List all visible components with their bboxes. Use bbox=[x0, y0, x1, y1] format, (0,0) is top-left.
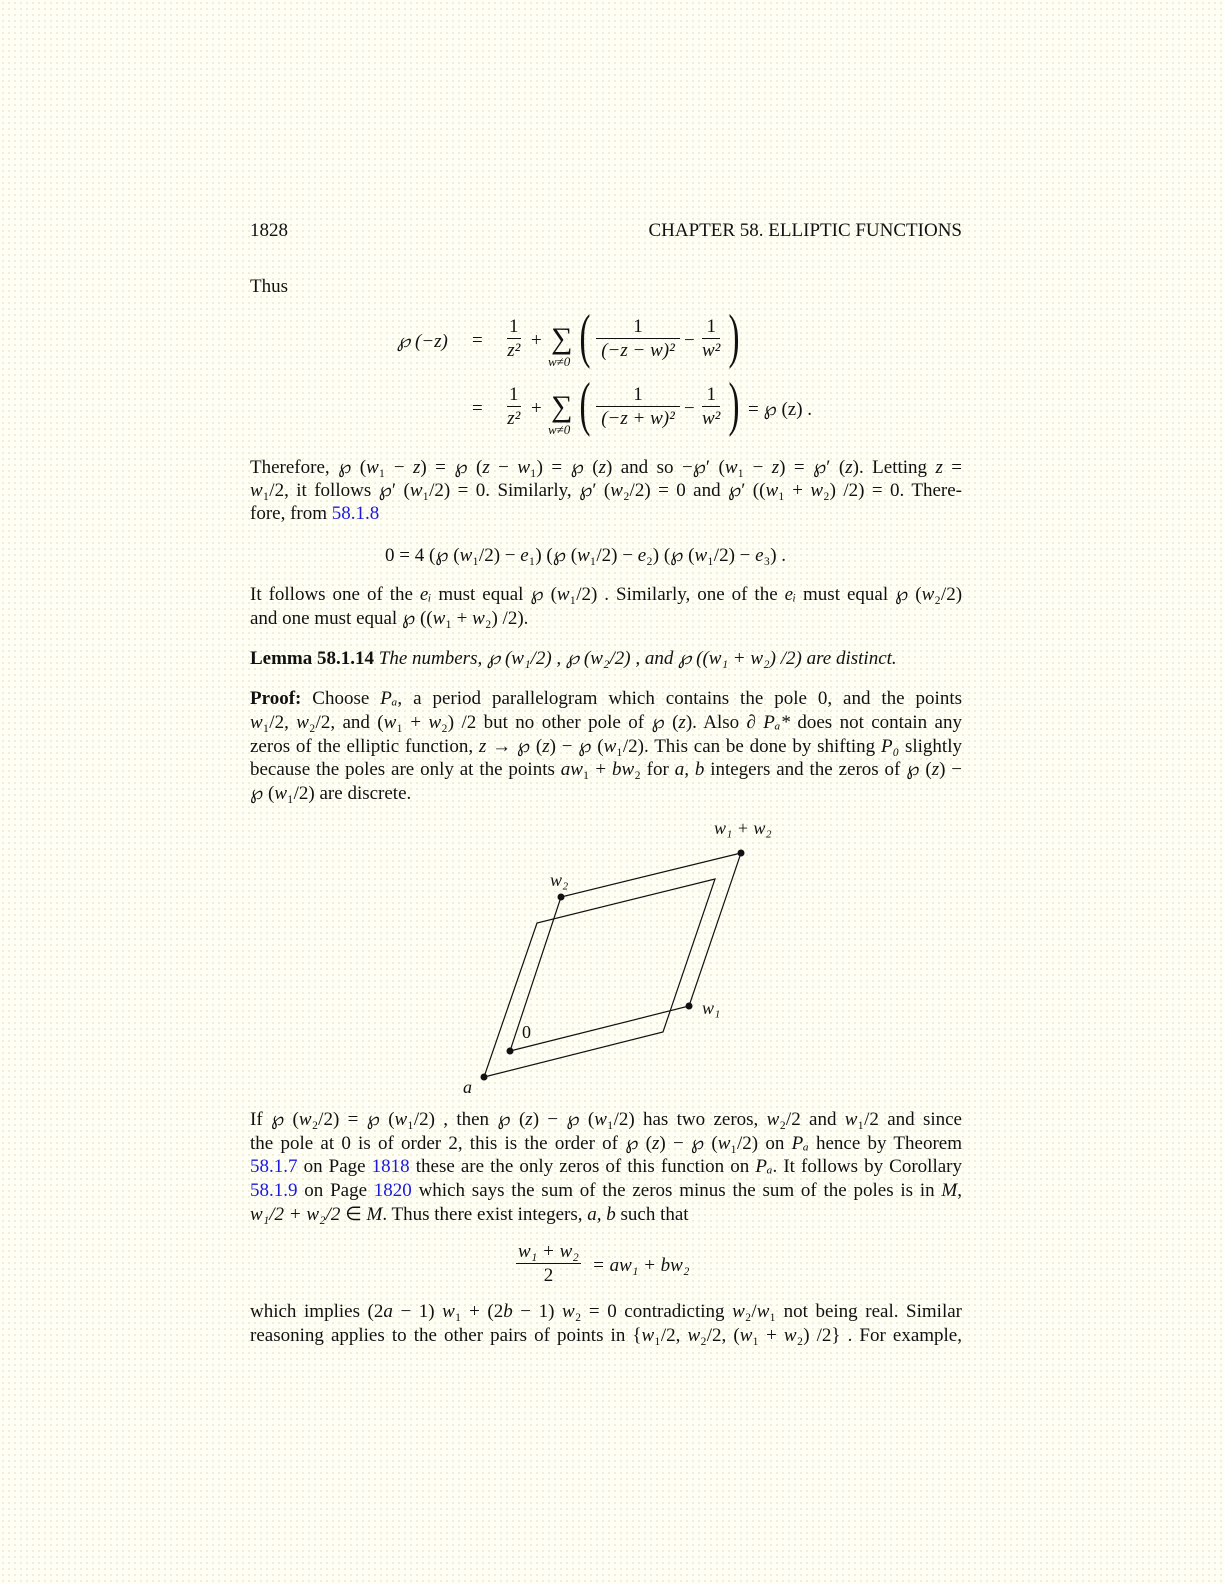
text-segment: w bbox=[810, 480, 824, 501]
label-w1-plus-w2: w₁ + w₂ bbox=[714, 818, 772, 838]
point-w1-plus-w2 bbox=[738, 850, 745, 857]
text-segment: w bbox=[717, 1133, 731, 1154]
text-segment: , a period parallelogram which contains the pole 0, and the points bbox=[397, 688, 963, 709]
inner-parallelogram bbox=[510, 853, 741, 1051]
text-segment: ) and so −℘′ ( bbox=[605, 457, 725, 478]
text-segment: ₁ + bbox=[778, 480, 811, 501]
text-segment: w bbox=[432, 608, 446, 629]
text-segment: . It follows by Corollary bbox=[772, 1156, 962, 1177]
text-segment: z bbox=[931, 759, 940, 780]
sum-sign: ∑ bbox=[551, 322, 573, 355]
text-segment: ₁/2). This can be done by shifting bbox=[616, 736, 881, 757]
sum-index: w≠0 bbox=[548, 354, 571, 369]
text-segment: ₂/2, and ( bbox=[308, 712, 384, 733]
text-segment: Pₐ bbox=[380, 688, 398, 709]
text-segment: w bbox=[562, 1301, 575, 1322]
cross-reference-link[interactable]: 1820 bbox=[373, 1180, 412, 1201]
text-segment: w bbox=[765, 480, 779, 501]
cross-reference-link[interactable]: 58.1.9 bbox=[250, 1180, 298, 1201]
text-segment: ₁ − bbox=[737, 457, 772, 478]
text-segment: w bbox=[274, 783, 288, 804]
text-segment: = bbox=[942, 457, 963, 478]
minus: − bbox=[684, 330, 695, 351]
text-segment: w bbox=[687, 1325, 701, 1346]
text-segment: ₁/2, bbox=[262, 712, 297, 733]
text-segment: ₁/2, bbox=[654, 1325, 688, 1346]
text-segment: ₁/2) = 0. Similarly, ℘′ ( bbox=[422, 480, 611, 501]
paragraph-line bbox=[250, 1301, 962, 1323]
text-segment: a, b bbox=[674, 759, 705, 780]
point-0 bbox=[507, 1048, 514, 1055]
frac-1-over-den2: $\frac{1}{\text{(−z + w)²}}$ bbox=[596, 384, 680, 431]
text-segment: ℘ ( bbox=[250, 783, 275, 804]
text-segment: ) − ℘ ( bbox=[659, 1133, 718, 1154]
text-segment: ) = ℘ ( bbox=[420, 457, 483, 478]
text-segment: w bbox=[394, 1109, 408, 1130]
text-segment: ₂) /2) = 0. There- bbox=[823, 480, 963, 501]
paren-close: ) bbox=[728, 371, 740, 437]
label-w1: w₁ bbox=[702, 998, 721, 1018]
text-segment: ₁ + bbox=[396, 712, 429, 733]
text-segment: ₁/2) has two zeros, bbox=[606, 1109, 767, 1130]
text-segment: slightly bbox=[899, 736, 962, 757]
frac-1-over-z2: $\frac{1}{\text{z²}}$ bbox=[507, 384, 521, 429]
text-segment: w bbox=[766, 1109, 780, 1130]
text-segment: ₂/ bbox=[744, 1301, 757, 1322]
text-segment: ₁) = ℘ ( bbox=[530, 457, 599, 478]
text-segment: ∈ bbox=[340, 1204, 367, 1225]
text-segment: Pₐ bbox=[755, 1156, 773, 1177]
text-segment: ₂/2, ( bbox=[700, 1325, 740, 1346]
text-segment: these are the only zeros of this function on bbox=[409, 1156, 756, 1177]
text-segment: z bbox=[542, 736, 550, 757]
text-segment: ₁ + bbox=[582, 759, 612, 780]
text-segment: ₂/2) = 0 and ℘′ (( bbox=[622, 480, 766, 501]
text-segment: ). Letting bbox=[852, 457, 936, 478]
eq-lhs: ℘ (−z) bbox=[397, 331, 448, 352]
text-segment: w bbox=[783, 1325, 797, 1346]
text-segment: w bbox=[517, 457, 531, 478]
text-segment: Proof: bbox=[250, 688, 302, 709]
text-segment: − 1) bbox=[512, 1301, 562, 1322]
text-segment: ₂ for bbox=[634, 759, 675, 780]
text-segment: ₁/2) − bbox=[707, 545, 756, 566]
text-segment: ₁ not being real. Similar bbox=[769, 1301, 963, 1322]
text-segment: w bbox=[472, 608, 485, 629]
text-segment: e bbox=[637, 545, 647, 566]
text-segment: because the poles are only at the points bbox=[250, 759, 561, 780]
text-segment: ₁/2 and since bbox=[857, 1109, 962, 1130]
text-segment: aw bbox=[560, 759, 583, 780]
text-segment: w bbox=[459, 545, 473, 566]
eq-equals-1: = bbox=[472, 330, 483, 351]
text-segment: − 1) bbox=[392, 1301, 443, 1322]
text-segment: , bbox=[957, 1180, 962, 1201]
text-segment: ) − ℘ ( bbox=[549, 736, 604, 757]
text-segment: z bbox=[652, 1133, 660, 1154]
text-segment: ₁) (℘ ( bbox=[528, 545, 578, 566]
text-segment: does not contain any bbox=[789, 712, 962, 733]
frac-1-over-w2: $\frac{1}{\text{w²}}$ bbox=[702, 384, 721, 429]
text-segment: bw bbox=[612, 759, 635, 780]
paren-close: ) bbox=[728, 303, 740, 369]
cross-reference-link[interactable]: 58.1.8 bbox=[331, 503, 380, 524]
frac-1-over-w2: $\frac{1}{\text{w²}}$ bbox=[702, 316, 721, 361]
text-segment: and one must equal ℘ (( bbox=[250, 608, 433, 629]
text-segment: P₀ bbox=[880, 736, 900, 757]
text-segment: ₂) /2} . For example, bbox=[796, 1325, 962, 1346]
text-segment: M bbox=[941, 1180, 958, 1201]
minus: − bbox=[684, 398, 695, 419]
text-segment: z bbox=[845, 457, 853, 478]
text-segment: hence by Theorem bbox=[808, 1133, 962, 1154]
text-segment: integers and the zeros of ℘ ( bbox=[704, 759, 932, 780]
text-segment: e bbox=[755, 545, 764, 566]
text-segment: ₁/2) − bbox=[472, 545, 521, 566]
text-segment: ₂/2 and bbox=[779, 1109, 845, 1130]
text-segment: . Thus there exist integers, bbox=[382, 1204, 588, 1225]
formula-rhs: = aw₁ + bw₂ bbox=[592, 1255, 690, 1276]
plus: + bbox=[531, 330, 542, 351]
text-segment: ₂) /2 but no other pole of ℘ ( bbox=[441, 712, 679, 733]
text-segment: such that bbox=[615, 1204, 689, 1225]
eq-rhs: = ℘ (z) . bbox=[748, 399, 813, 420]
text-segment: w bbox=[366, 457, 379, 478]
text-segment: which implies (2 bbox=[250, 1301, 384, 1322]
text-segment: a bbox=[383, 1301, 393, 1322]
text-segment: w bbox=[739, 1325, 753, 1346]
text-segment: w bbox=[724, 457, 738, 478]
text-segment: w bbox=[577, 545, 590, 566]
text-segment: w bbox=[921, 584, 935, 605]
text-thus: Thus bbox=[250, 276, 288, 297]
text-segment: ₁/2) . Similarly, one of the bbox=[569, 584, 785, 605]
text-segment: ) = ℘′ ( bbox=[779, 457, 846, 478]
sum-index: w≠0 bbox=[548, 422, 571, 437]
paragraph-line bbox=[250, 1156, 962, 1178]
text-segment: w bbox=[844, 1109, 858, 1130]
text-segment: ₁/2) on bbox=[730, 1133, 792, 1154]
text-segment: w bbox=[556, 584, 570, 605]
outer-parallelogram bbox=[484, 879, 715, 1077]
point-w2 bbox=[558, 894, 565, 901]
text-segment: Pₐ* bbox=[763, 712, 790, 733]
text-segment: which says the sum of the zeros minus the sum of the poles is in bbox=[411, 1180, 942, 1201]
text-segment: Therefore, ℘ ( bbox=[250, 457, 367, 478]
text-segment: ₂) /2). bbox=[484, 608, 529, 629]
text-segment: z bbox=[413, 457, 421, 478]
text-segment: fore, from bbox=[250, 503, 332, 524]
text-segment: M bbox=[366, 1204, 383, 1225]
plus: + bbox=[531, 398, 542, 419]
text-segment: w₁/2 + w₂/2 bbox=[250, 1204, 341, 1225]
label-w2: w₂ bbox=[550, 870, 569, 890]
text-segment: − bbox=[489, 457, 518, 478]
text-segment: z bbox=[678, 712, 686, 733]
text-segment: w bbox=[250, 712, 263, 733]
text-segment: z bbox=[935, 457, 943, 478]
text-segment: w bbox=[298, 1109, 312, 1130]
text-segment: Lemma 58.1.14 bbox=[250, 648, 375, 669]
point-a bbox=[481, 1074, 488, 1081]
text-segment: ₁ + bbox=[752, 1325, 784, 1346]
text-segment: e bbox=[520, 545, 529, 566]
text-segment: w bbox=[610, 480, 623, 501]
text-segment: ₂ = 0 contradicting bbox=[574, 1301, 733, 1322]
text-segment: ₁/2) − bbox=[589, 545, 638, 566]
label-a: a bbox=[463, 1077, 472, 1097]
text-segment: w bbox=[756, 1301, 770, 1322]
text-segment: ₁/2) are discrete. bbox=[287, 783, 412, 804]
text-segment: z bbox=[598, 457, 606, 478]
eq-equals-2: = bbox=[472, 398, 483, 419]
sum-sign: ∑ bbox=[551, 390, 573, 423]
text-segment: w bbox=[732, 1301, 745, 1322]
text-segment: ₂/2) = ℘ ( bbox=[311, 1109, 395, 1130]
text-segment: must equal ℘ ( bbox=[796, 584, 922, 605]
text-segment: It follows one of the bbox=[250, 584, 420, 605]
paren-open: ( bbox=[579, 371, 591, 437]
formula-fraction: $\frac{\text{w₁ + w₂}}{2}$ bbox=[518, 1241, 579, 1286]
text-segment: z bbox=[482, 457, 490, 478]
text-segment: eᵢ bbox=[784, 584, 797, 605]
text-segment: w bbox=[250, 480, 263, 501]
cross-reference-link[interactable]: 58.1.7 bbox=[250, 1156, 298, 1177]
text-segment: ₁ + (2 bbox=[454, 1301, 504, 1322]
running-header: CHAPTER 58. ELLIPTIC FUNCTIONS bbox=[648, 220, 962, 241]
paragraph-line bbox=[250, 1133, 962, 1155]
frac-1-over-z2: $\frac{1}{\text{z²}}$ bbox=[507, 316, 521, 361]
text-segment: w bbox=[442, 1301, 455, 1322]
text-segment: ₁/2, it follows ℘′ ( bbox=[262, 480, 410, 501]
text-segment: w bbox=[641, 1325, 655, 1346]
paragraph-line bbox=[250, 1180, 962, 1202]
paragraph-line bbox=[250, 1109, 962, 1131]
text-segment: z bbox=[771, 457, 780, 478]
text-segment: Choose bbox=[301, 688, 381, 709]
text-segment: w bbox=[594, 1109, 607, 1130]
text-segment: z bbox=[525, 1109, 533, 1130]
paragraph-line bbox=[250, 1204, 962, 1226]
text-segment: w bbox=[694, 545, 708, 566]
text-segment: w bbox=[603, 736, 617, 757]
text-segment: w bbox=[383, 712, 397, 733]
text-segment: reasoning applies to the other pairs of points in { bbox=[250, 1325, 642, 1346]
text-segment: must equal ℘ ( bbox=[431, 584, 557, 605]
text-segment: ) − ℘ ( bbox=[532, 1109, 595, 1130]
text-segment: ) − bbox=[939, 759, 963, 780]
cross-reference-link[interactable]: 1818 bbox=[371, 1156, 410, 1177]
text-segment: The numbers, ℘ (w₁/2) , ℘ (w₂/2) , and ℘ ((w₁ + w₂) /2) are distinct. bbox=[374, 648, 897, 669]
text-segment: ₃) . bbox=[763, 545, 787, 566]
text-segment: eᵢ bbox=[419, 584, 432, 605]
label-0: 0 bbox=[522, 1022, 531, 1042]
point-w1 bbox=[686, 1003, 693, 1010]
text-segment: ₂) (℘ ( bbox=[646, 545, 695, 566]
frac-1-over-den1: $\frac{1}{\text{(−z − w)²}}$ bbox=[596, 316, 680, 363]
text-segment: zeros of the elliptic function, bbox=[250, 736, 479, 757]
text-segment: If ℘ ( bbox=[250, 1109, 299, 1130]
text-segment: ₁ + bbox=[445, 608, 473, 629]
text-segment: on Page bbox=[297, 1156, 372, 1177]
text-segment: ₂/2) bbox=[934, 584, 963, 605]
page-number: 1828 bbox=[250, 220, 288, 241]
text-segment: Pₐ bbox=[791, 1133, 809, 1154]
paragraph-line bbox=[250, 1325, 962, 1347]
text-segment: ₁ − bbox=[378, 457, 413, 478]
text-segment: ). Also ∂ bbox=[685, 712, 764, 733]
text-segment: b bbox=[503, 1301, 513, 1322]
text-segment: w bbox=[409, 480, 423, 501]
paren-open: ( bbox=[579, 303, 591, 369]
text-segment: a, b bbox=[587, 1204, 616, 1225]
text-segment: on Page bbox=[297, 1180, 374, 1201]
text-segment: z bbox=[478, 736, 487, 757]
text-segment: w bbox=[428, 712, 442, 733]
text-segment: the pole at 0 is of order 2, this is the order of ℘ ( bbox=[250, 1133, 652, 1154]
text-segment: → ℘ ( bbox=[486, 736, 543, 757]
text-segment: 0 = 4 (℘ ( bbox=[385, 545, 460, 566]
text-segment: ₁/2) , then ℘ ( bbox=[407, 1109, 526, 1130]
text-segment: w bbox=[296, 712, 309, 733]
